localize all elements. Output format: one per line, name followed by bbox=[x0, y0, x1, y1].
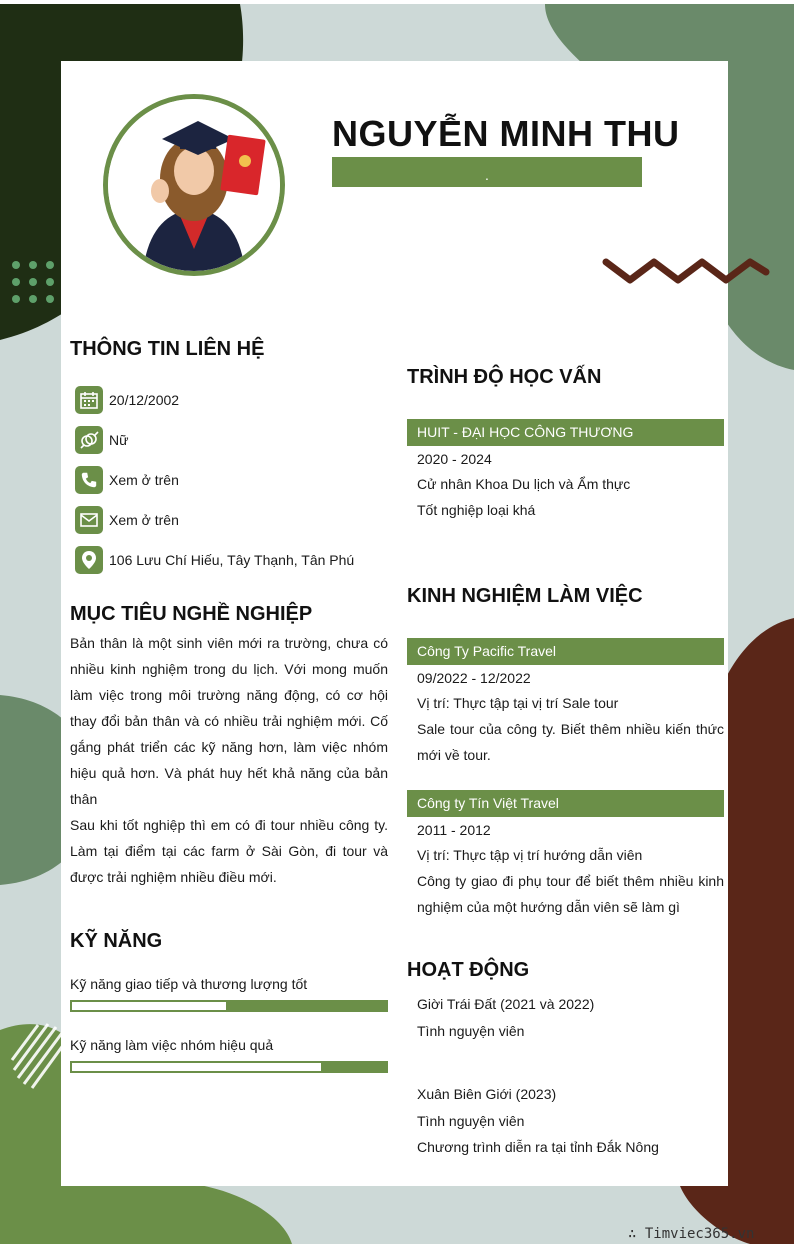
contact-row-phone bbox=[75, 466, 179, 494]
experience-title: KINH NGHIỆM LÀM VIỆC bbox=[407, 585, 643, 607]
email-icon bbox=[75, 506, 103, 534]
location-icon bbox=[75, 546, 103, 574]
school-band: HUIT - ĐẠI HỌC CÔNG THƯƠNG bbox=[407, 419, 724, 446]
education-grade: Tốt nghiệp loại khá bbox=[417, 502, 536, 518]
skill-bar bbox=[70, 1061, 388, 1073]
contact-row-gender bbox=[75, 426, 128, 454]
objective-title: MỤC TIÊU NGHỀ NGHIỆP bbox=[70, 603, 313, 625]
contact-text: 106 Lưu Chí Hiếu, Tây Thạnh, Tân Phú bbox=[109, 552, 355, 568]
company-band: Công Ty Pacific Travel bbox=[407, 638, 724, 665]
education-period: 2020 - 2024 bbox=[417, 451, 492, 467]
watermark: ∴ Timviec365.vn bbox=[628, 1226, 755, 1242]
job-description: Công ty giao đi phụ tour để biết thêm nhiều kinh nghiệm của một hướng dẫn viên sẽ làm gì bbox=[417, 873, 724, 915]
skill-label: Kỹ năng làm việc nhóm hiệu quả bbox=[70, 1037, 274, 1053]
skill-bar-fill bbox=[71, 1001, 227, 1011]
activities-title: HOẠT ĐỘNG bbox=[407, 959, 530, 981]
contact-text: Xem ở trên bbox=[109, 472, 179, 488]
activity-description: Chương trình diễn ra tại tỉnh Đắk Nông bbox=[417, 1139, 659, 1155]
calendar-icon bbox=[75, 386, 103, 414]
contact-row-address bbox=[75, 546, 354, 574]
job-position: Vị trí: Thực tập vị trí hướng dẫn viên bbox=[417, 847, 643, 863]
contact-text: Nữ bbox=[109, 432, 129, 448]
phone-icon bbox=[75, 466, 103, 494]
contact-text: Xem ở trên bbox=[109, 512, 179, 528]
job-period: 2011 - 2012 bbox=[417, 822, 491, 838]
subtitle-bar: . bbox=[332, 157, 642, 187]
zigzag-decoration bbox=[600, 252, 775, 292]
activity-role: Tình nguyện viên bbox=[417, 1023, 525, 1039]
company-band: Công ty Tín Việt Travel bbox=[407, 790, 724, 817]
job-position: Vị trí: Thực tập tại vị trí Sale tour bbox=[417, 695, 619, 711]
contact-row-email bbox=[75, 506, 179, 534]
contact-title: THÔNG TIN LIÊN HỆ bbox=[70, 338, 265, 360]
education-title: TRÌNH ĐỘ HỌC VẤN bbox=[407, 366, 602, 388]
skills-title: KỸ NĂNG bbox=[70, 930, 163, 952]
job-period: 09/2022 - 12/2022 bbox=[417, 670, 531, 686]
skill-label: Kỹ năng giao tiếp và thương lượng tốt bbox=[70, 976, 308, 992]
job-description: Sale tour của công ty. Biết thêm nhiều kiến thức mới về tour. bbox=[417, 721, 724, 763]
contact-text: 20/12/2002 bbox=[109, 392, 180, 408]
gender-icon bbox=[75, 426, 103, 454]
activity-role: Tình nguyện viên bbox=[417, 1113, 525, 1129]
objective-paragraph-1: Bản thân là một sinh viên mới ra trường, chưa có nhiều kinh nghiệm trong du lịch. Với mong muốn làm việc trong môi trường năng động, có cơ hội thay đổi bản thân và có nhiều trải nghiệm mới. Cố gắng phát triển các kỹ năng hơn, làm việc nhóm hiệu quả hơn. Và phát huy hết khả năng của bản thân bbox=[70, 635, 388, 807]
skill-bar-fill bbox=[71, 1062, 322, 1072]
avatar bbox=[103, 94, 285, 276]
skill-bar bbox=[70, 1000, 388, 1012]
objective-paragraph-2: Sau khi tốt nghiệp thì em có đi tour nhiều công ty. Làm tại điểm tại các farm ở Sài Gòn, đi tour và được trải nghiệm nhiều điều mới. bbox=[70, 817, 388, 885]
activity-name: Xuân Biên Giới (2023) bbox=[417, 1086, 557, 1102]
education-degree: Cử nhân Khoa Du lịch và Ẩm thực bbox=[417, 476, 631, 492]
contact-row-birthday bbox=[75, 386, 179, 414]
activity-name: Giời Trái Đất (2021 và 2022) bbox=[417, 996, 595, 1012]
candidate-name: NGUYỄN MINH THU bbox=[332, 113, 680, 154]
